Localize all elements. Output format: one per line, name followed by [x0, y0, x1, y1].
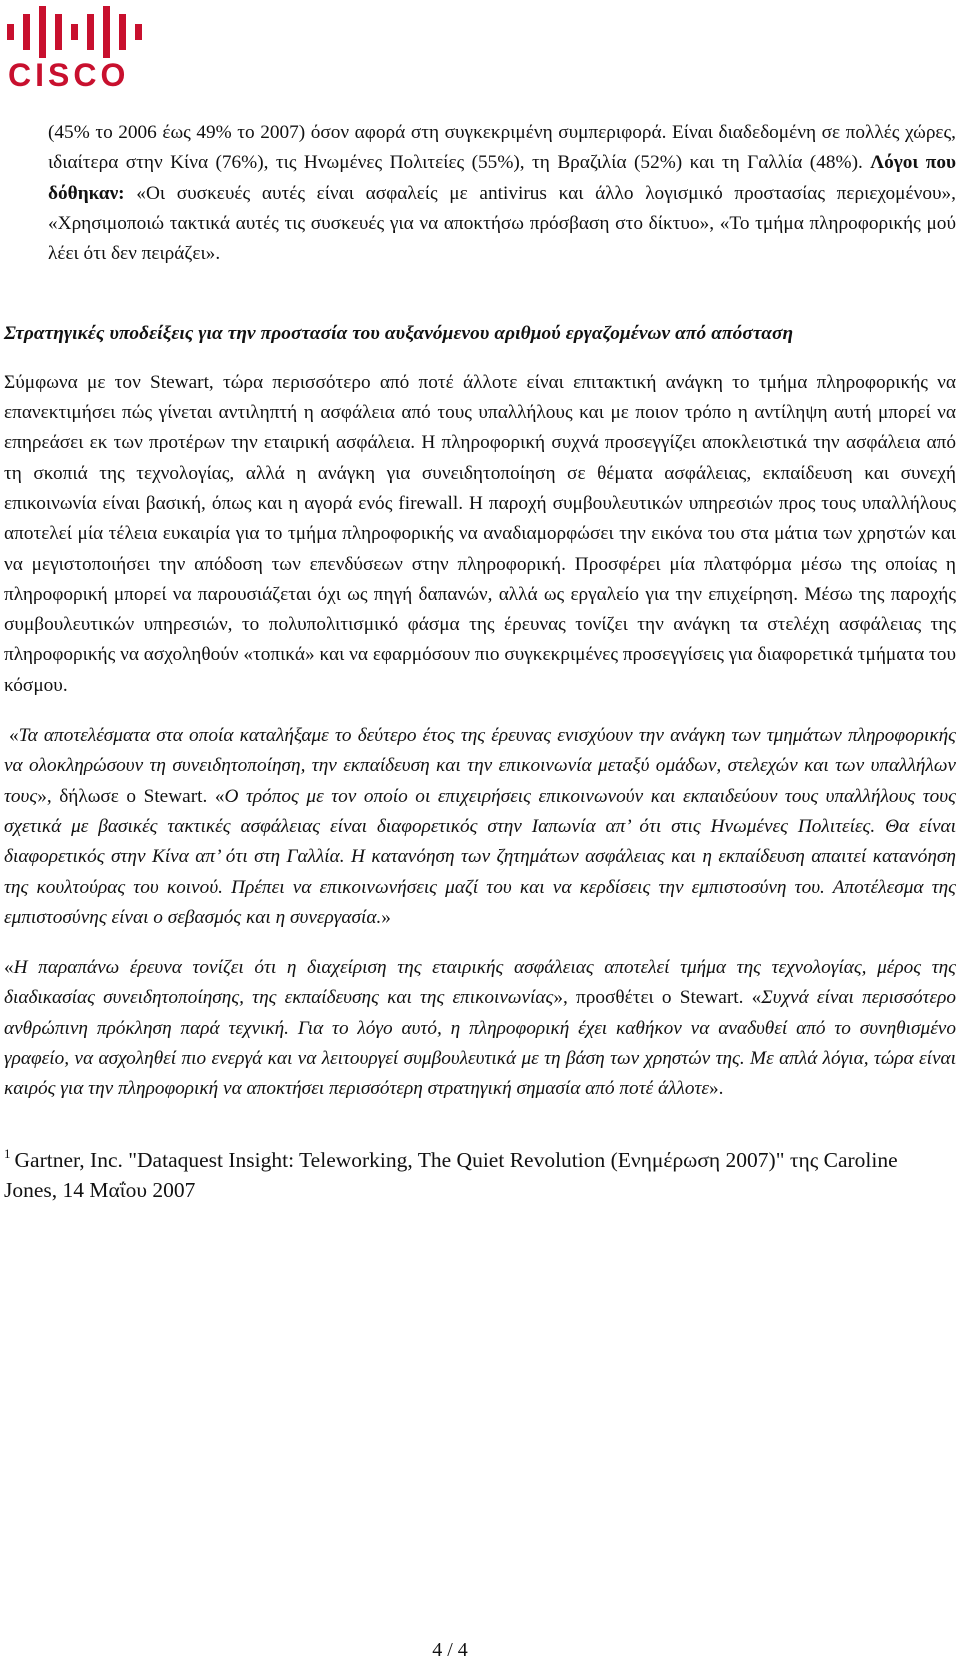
cisco-logo — [2, 2, 162, 92]
quote-close: » — [381, 906, 391, 928]
logo-wordmark: CISCO — [8, 57, 130, 92]
quote-close-2: ». — [708, 1078, 724, 1100]
paragraph-quote-1 — [4, 721, 956, 933]
intro-bold-label: Λόγοι που δόθηκαν: — [48, 152, 956, 204]
quote-open: « — [9, 725, 19, 747]
page-number: 4 / 4 — [432, 1639, 468, 1661]
paragraph-stewart: Σύμφωνα με τον Stewart, τώρα περισσότερο από ποτέ άλλοτε είναι επιτακτική ανάγκη το τμήμα πληροφορικής να επανεκτιμήσει πώς γίνεται αντιληπτή η ασφάλεια από τους υπαλλήλους και με ποιον τρόπο η αντίληψη αυτή μπορεί να επηρεάσει εκ των προτέρων την εταιρική ασφάλεια. Η πληροφορική συχνά προσεγγίζει αποκλειστικά την ασφάλεια από τη σκοπιά της τεχνολογίας, αλλά η ανάγκη για συνειδητοποίηση σε θέματα ασφάλειας, εκπαίδευση και συνεχή επικοινωνία είναι βασική, όπως και η αγορά ενός firewall. Η παροχή συμβουλευτικών υπηρεσιών προς τους υπαλλήλους αποτελεί μία τέλεια ευκαιρία για το τμήμα πληροφορικής να αναδιαμορφώσει την εικόνα του στα μάτια των χρηστών και να μεγιστοποιήσει την απόδοση των επενδύσεων στην πληροφορική. Προσφέρει μία πλατφόρμα μέσω της οποίας η πληροφορική μπορεί να παρουσιάζεται όχι ως πηγή δαπανών, αλλά ως εργαλείο για την επιχείρηση. Μέσω της παροχής συμβουλευτικών υπηρεσιών, το πολυπολιτισμικό φάσμα της έρευνας τονίζει την ανάγκη τα στελέχη ασφάλειας της πληροφορικής να ασχοληθούν «τοπικά» και να εφαρμόσουν πιο συγκεκριμένες προσεγγίσεις για διαφορετικά τμήματα του κόσμου. — [4, 371, 956, 696]
quote-text-3: Η παραπάνω έρευνα τονίζει ότι η διαχείριση της εταιρικής ασφάλειας αποτελεί τμήμα της τεχνολογίας, μέρος της διαδικασίας συνειδητοποίησης, της εκπαίδευσης και της επικοινωνίας — [4, 957, 956, 1009]
document-body — [4, 118, 956, 1205]
paragraph-intro — [48, 118, 956, 269]
footnote — [4, 1139, 956, 1205]
footnote-marker: 1 — [4, 1145, 11, 1161]
quote-text-4: Συχνά είναι περισσότερο ανθρώπινη πρόκληση παρά τεχνική. Για το λόγο αυτό, η πληροφορική έχει καθήκον να αναδυθεί από το συνηθισμένο γραφείο, να ασχοληθεί πιο ενεργά και να λειτουργεί συμβουλευτικά με τη βάση των χρηστών της. Με απλά λόγια, τώρα είναι καιρός για την πληροφορική να αποκτήσει περισσότερη στρατηγική σημασία από ποτέ άλλοτε — [4, 987, 956, 1100]
footnote-text: Gartner, Inc. "Dataquest Insight: Teleworking, The Quiet Revolution (Ενημέρωση 2007)" της Caroline Jones, 14 Μαΐου 2007 — [4, 1147, 898, 1202]
quote-text-1: Τα αποτελέσματα στα οποία καταλήξαμε το δεύτερο έτος της έρευνας ενισχύουν την ανάγκη των τμημάτων πληροφορικής να ολοκληρώσουν τη συνειδητοποίηση, την εκπαίδευση και την επικοινωνία μεταξύ ομάδων, στελεχών και των υπαλλήλων τους — [4, 725, 956, 807]
quote-open-2: « — [4, 957, 14, 979]
intro-text: (45% το 2006 έως 49% το 2007) όσον αφορά στη συγκεκριμένη συμπεριφορά. Είναι διαδεδομένη σε πολλές χώρες, ιδιαίτερα στην Κίνα (76%), τις Ηνωμένες Πολιτείες (55%), τη Βραζιλία (52%) και τη Γαλλία (48%). — [48, 122, 956, 174]
quote-text-2: Ο τρόπος με τον οποίο οι επιχειρήσεις επικοινωνούν και εκπαιδεύουν τους υπαλλήλους τους σχετικά με βασικές τακτικές ασφάλειας είναι διαφορετικός στην Ιαπωνία απ’ ότι στις Ηνωμένες Πολιτείες. Θα είναι διαφορετικός στην Κίνα απ’ ότι στη Γαλλία. Η κατανόηση των ζητημάτων ασφάλειας και η εκπαίδευση απαιτεί κατανόηση της κουλτούρας του κοινού. Πρέπει να επικοινωνήσεις μαζί του και να κερδίσεις την εμπιστοσύνη του. Αποτέλεσμα της εμπιστοσύνης είναι ο σεβασμός και η συνεργασία. — [4, 785, 956, 928]
quote-attribution: », δήλωσε ο Stewart. « — [37, 785, 225, 807]
paragraph-quote-2 — [4, 953, 956, 1104]
cisco-logo-graphic — [2, 2, 162, 92]
intro-quotes: «Οι συσκευές αυτές είναι ασφαλείς με antivirus και άλλο λογισμικό προστασίας περιεχομένου», «Χρησιμοποιώ τακτικά αυτές τις συσκευές για να αποκτήσω πρόσβαση στο δίκτυο», «Το τμήμα πληροφορικής μού λέει ότι δεν πειράζει». — [48, 182, 956, 265]
quote-attribution-2: », προσθέτει ο Stewart. « — [553, 987, 762, 1009]
section-heading: Στρατηγικές υποδείξεις για την προστασία του αυξανόμενου αριθμού εργαζομένων από απόσταση — [4, 323, 794, 345]
